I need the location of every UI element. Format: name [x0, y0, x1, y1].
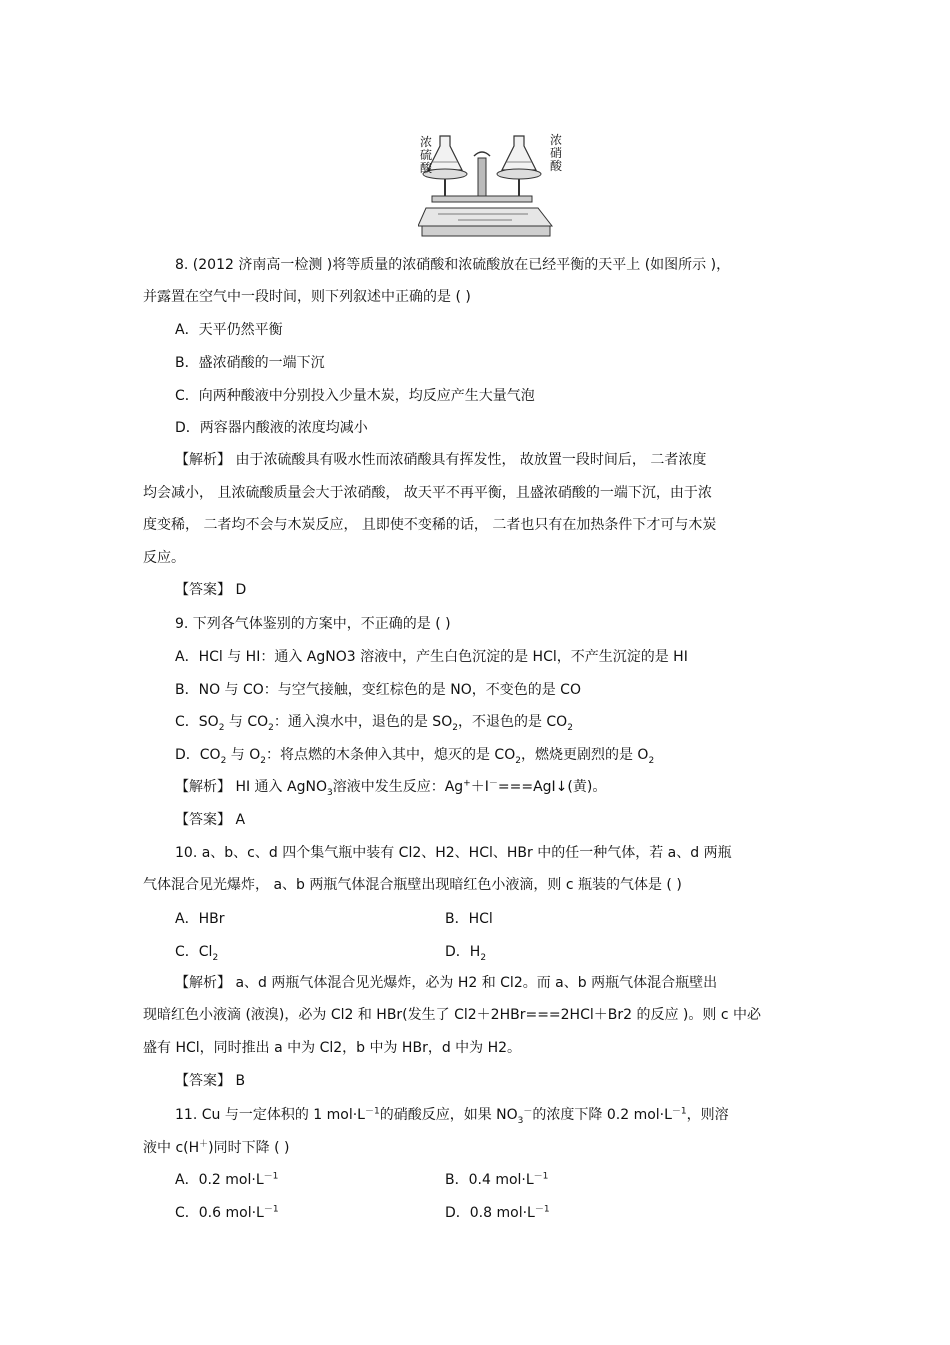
- q10-analysis-line2: 现暗红色小液滴 (液溴)，必为 Cl2 和 HBr(发生了 Cl2＋2HBr===2HCl＋Br2 的反应 )。则 c 中必: [143, 1007, 761, 1023]
- q9-option-d: D．$CO_2$ 与 $O_2$：将点燃的木条伸入其中，熄灭的是 $CO_2$，燃烧更剧烈的是 $O_2$: [175, 747, 655, 766]
- q10-option-a: A．HBr: [175, 911, 225, 927]
- balance-illustration: [418, 128, 568, 240]
- q8-option-c: C．向两种酸液中分别投入少量木炭，均反应产生大量气泡: [175, 388, 535, 404]
- q9-analysis: 【解析】 HI 通入 AgNO$_3$溶液中发生反应：Ag+＋I－===AgI↓(黄)。: [175, 778, 607, 798]
- q8-answer: 【答案】 D: [175, 582, 247, 598]
- q10-analysis-line1: 【解析】 a、d 两瓶气体混合见光爆炸，必为 H2 和 Cl2。而 a、b 两瓶气体混合瓶壁出: [175, 975, 718, 991]
- q10-option-c: C．$Cl_2$: [175, 944, 219, 963]
- q10-stem-line2: 气体混合见光爆炸， a、b 两瓶气体混合瓶壁出现暗红色小液滴，则 c 瓶装的气体是 ( ): [143, 877, 682, 893]
- q9-option-c: C．$SO_2$ 与 $CO_2$：通入溴水中，退色的是 $SO_2$，不退色的是 $CO_2$: [175, 714, 573, 733]
- q11-stem-line2: 液中 c(H＋)同时下降 ( ): [143, 1139, 290, 1156]
- q8-analysis-line2: 均会减小， 且浓硫酸质量会大于浓硝酸， 故天平不再平衡，且盛浓硝酸的一端下沉，由于浓: [143, 485, 712, 501]
- q9-option-b: B．NO 与 CO：与空气接触，变红棕色的是 NO，不变色的是 CO: [175, 682, 581, 698]
- q9-stem: 9. 下列各气体鉴别的方案中，不正确的是 ( ): [175, 616, 451, 632]
- q8-option-a: A．天平仍然平衡: [175, 322, 283, 338]
- q10-answer: 【答案】 B: [175, 1073, 246, 1089]
- q9-answer: 【答案】 A: [175, 812, 246, 828]
- right-flask-label-text: 浓硝酸: [550, 133, 563, 173]
- q10-analysis-line3: 盛有 HCl，同时推出 a 中为 Cl2，b 中为 HBr，d 中为 H2。: [143, 1040, 522, 1056]
- q8-analysis-line4: 反应。: [143, 550, 185, 566]
- q11-option-b: B．0.4 $mol\cdot L^{-1}$: [445, 1171, 549, 1188]
- q8-option-b: B．盛浓硝酸的一端下沉: [175, 355, 325, 371]
- q11-option-d: D．0.8 $mol\cdot L^{-1}$: [445, 1204, 550, 1221]
- q11-option-c: C．0.6 $mol\cdot L^{-1}$: [175, 1204, 279, 1221]
- q10-stem-line1: 10. a、b、c、d 四个集气瓶中装有 Cl2、H2、HCl、HBr 中的任一种气体，若 a、d 两瓶: [175, 845, 732, 861]
- q10-option-b: B．HCl: [445, 911, 493, 927]
- q9-option-a: A．HCl 与 HI：通入 AgNO3 溶液中，产生白色沉淀的是 HCl，不产生沉淀的是 HI: [175, 649, 688, 665]
- q8-option-d: D．两容器内酸液的浓度均减小: [175, 420, 368, 436]
- left-flask-label-text: 浓硫酸: [420, 135, 433, 175]
- q10-option-d: D．$H_2$: [445, 944, 487, 963]
- q8-stem-line2: 并露置在空气中一段时间，则下列叙述中正确的是 ( ): [143, 289, 471, 305]
- q8-analysis-line3: 度变稀， 二者均不会与木炭反应， 且即使不变稀的话， 二者也只有在加热条件下才可与木炭: [143, 517, 717, 533]
- q11-stem-line1: 11. Cu 与一定体积的 1 $mol\cdot L^{-1}$的硝酸反应，如果 $NO_3^-$的浓度下降 0.2 $mol\cdot L^{-1}$，则溶: [175, 1106, 729, 1126]
- q8-stem-line1: 8. (2012 济南高一检测 )将等质量的浓硝酸和浓硫酸放在已经平衡的天平上 (如图所示 )，: [175, 257, 731, 273]
- q11-option-a: A．0.2 $mol\cdot L^{-1}$: [175, 1171, 279, 1188]
- balance-figure: [418, 128, 568, 240]
- q8-analysis-line1: 【解析】 由于浓硫酸具有吸水性而浓硝酸具有挥发性， 故放置一段时间后， 二者浓度: [175, 452, 707, 468]
